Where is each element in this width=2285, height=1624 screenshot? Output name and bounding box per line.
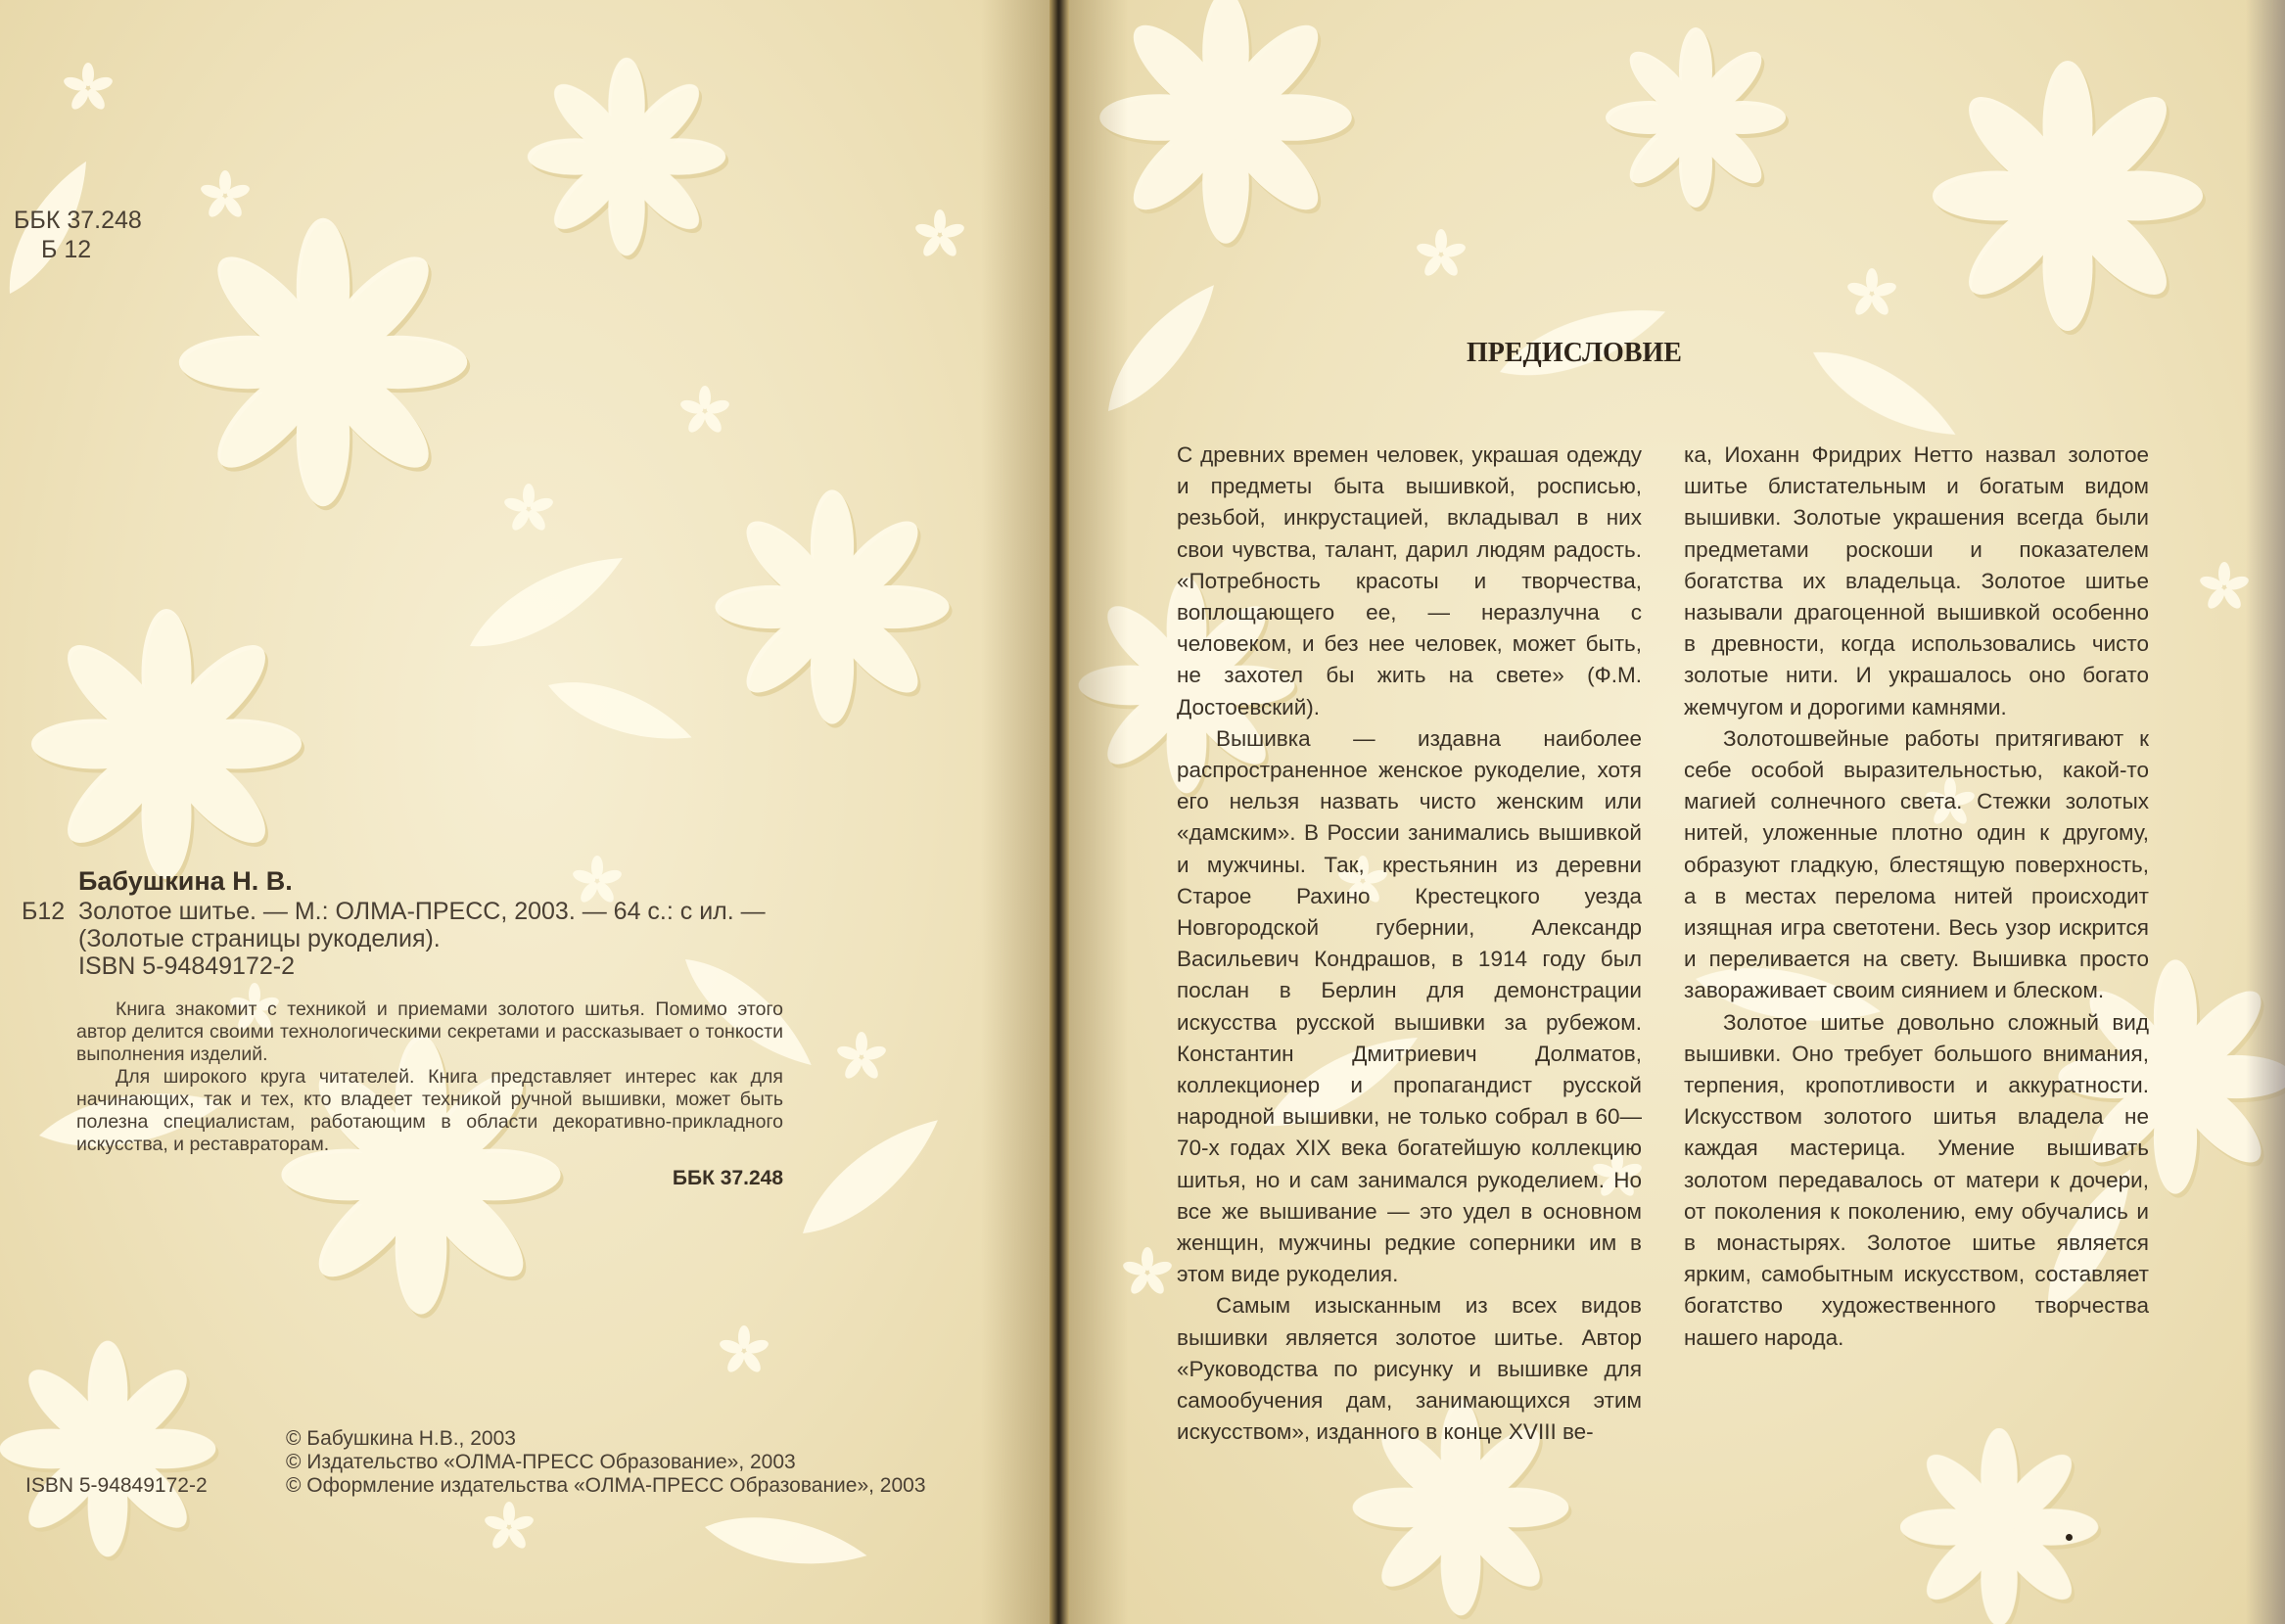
abstract-paragraph: Для широкого круга читателей. Книга представляет интерес как для начинающих, так и тех, кто владеет техникой ручной вышивки, может быть полезна специалистам, работающим в области декоративно-прикладного искусства, и реставраторам. [76,1066,783,1155]
copyright-line: © Издательство «ОЛМА-ПРЕСС Образование», 2003 [286,1451,796,1473]
bbk-code: ББК 37.248 [14,207,142,234]
isbn: ISBN 5-94849172-2 [25,1474,208,1497]
text-column-left [1177,440,1642,1449]
entry-line: (Золотые страницы рукоделия). [78,925,441,952]
book-abstract [76,998,783,1156]
author-name: Бабушкина Н. В. [78,866,293,896]
body-paragraph: Золотое шитье довольно сложный вид вышивки. Оно требует большого внимания, терпения, кропотливости и аккуратности. Искусством золотого шитья владела не каждая мастерица. Умение вышивать золотом передавалось от матери к дочери, от поколения к поколению, ему обучались и в монастырях. Золотое шитье является ярким, самобытным искусством, составляет богатство художественного творчества нашего народа. [1684,1009,2149,1350]
text-column-right [1684,440,2149,1354]
body-paragraph: Самым изысканным из всех видов вышивки является золотое шитье. Автор «Руководства по рисунку и вышивке для самообучения дам, занимающихся этим искусством», изданного в конце XVIII ве- [1177,1293,1642,1445]
preface-title: ПРЕДИСЛОВИЕ [1467,338,1682,368]
copyright-line: © Бабушкина Н.В., 2003 [286,1427,516,1450]
body-paragraph: С древних времен человек, украшая одежду и предметы быта вышивкой, росписью, резьбой, инкрустацией, вкладывал в них свои чувства, талант, дарил людям радость. «Потребность красоты и творчества, воплощающего ее, — неразлучна с человеком, и без нее человек, может быть, не захотел бы жить на свете» (Ф.М. Достоевский). [1177,442,1642,719]
copyright-block [286,1427,926,1498]
end-dot [2066,1534,2073,1541]
author-mark: Б 12 [41,236,92,263]
entry-isbn: ISBN 5-94849172-2 [78,952,295,980]
body-paragraph: Золотошвейные работы притягивают к себе особой выразительностью, какой-то магией солнечного света. Стежки золотых нитей, уложенные плотно один к другому, образуют гладкую, блестящую поверхность, а в местах перелома нитей происходит изящная игра светотени. Весь узор искрится и переливается на свету. Вышивка просто завораживает своим сиянием и блеском. [1684,725,2149,1003]
body-paragraph: ка, Иоханн Фридрих Нетто назвал золотое шитье блистательным и богатым видом вышивки. Золотые украшения всегда были предметами роскоши и показателем богатства их владельца. Золотое шитье называли драгоценной вышивкой особенно в древности, когда использовались чисто золотые нити. И украшалось оно богато жемчугом и дорогими камнями. [1684,442,2149,719]
bbk-index [14,206,142,264]
floral-ornament-left [0,0,1049,1624]
left-page [0,0,1051,1624]
entry-line: Золотое шитье. — М.: ОЛМА-ПРЕСС, 2003. — 64 с.: с ил. — [78,898,766,925]
abstract-paragraph: Книга знакомит с техникой и приемами золотого шитья. Помимо этого автор делится своими технологическими секретами и рассказывает о тонкости выполнения изделий. [76,998,783,1065]
copyright-line: © Оформление издательства «ОЛМА-ПРЕСС Образование», 2003 [286,1474,926,1497]
bbk-code-bottom: ББК 37.248 [672,1167,783,1189]
catalog-code: Б12 [22,898,66,925]
body-paragraph: Вышивка — издавна наиболее распространенное женское рукоделие, хотя его нельзя назвать чисто женским или «дамским». В России занимались вышивкой и мужчины. Так, крестьянин из деревни Старое Рахино Крестецкого уезда Новгородской губернии, Александр Васильевич Кондрашов, в 1914 году был послан в Берлин для демонстрации искусства русской вышивки за рубежом. Константин Дмитриевич Долматов, коллекционер и пропагандист русской народной вышивки, не только собрал в 60—70-х годах XIX века богатейшую коллекцию шитья, но и сам занимался рукоделием. Но все же вышивание — это удел в основном женщин, мужчины редкие соперники им в этом виде рукоделия. [1177,725,1642,1287]
book-gutter [1049,0,1069,1624]
